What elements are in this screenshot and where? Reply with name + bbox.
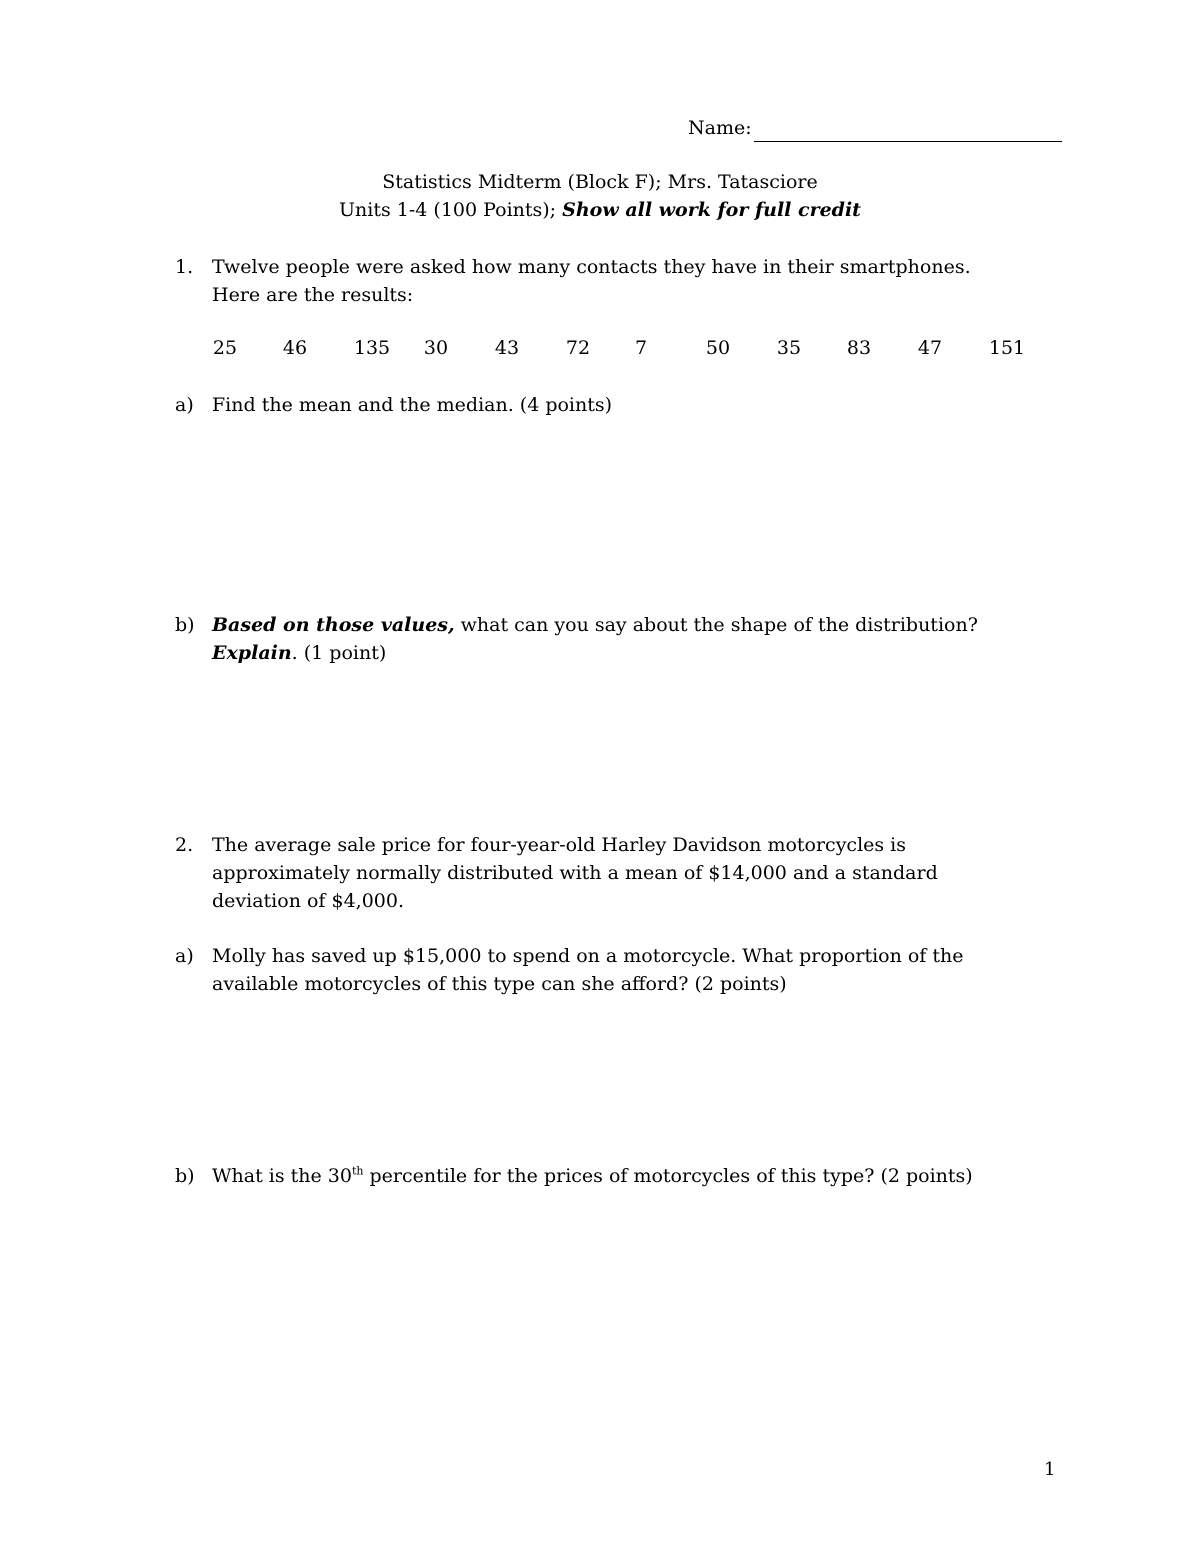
question-1 [0, 253, 1200, 313]
question-2a [0, 942, 1200, 1002]
title-line-2-plain: Units 1-4 (100 Points); [339, 199, 563, 221]
data-value: 35 [776, 337, 802, 359]
question-1a-text: Find the mean and the median. (4 points) [212, 394, 613, 416]
data-value: 72 [565, 337, 591, 359]
data-value: 7 [634, 337, 648, 359]
question-1b-line-2 [212, 639, 386, 667]
question-1-number: 1. [175, 256, 194, 278]
name-label: Name: [688, 117, 752, 139]
question-2b-text-post: percentile for the prices of motorcycles of this type? (2 points) [363, 1165, 973, 1187]
question-1b-line-1 [212, 611, 978, 639]
question-1-line-2: Here are the results: [212, 284, 414, 306]
data-value: 151 [988, 337, 1026, 359]
question-1b-emphasis-1: Based on those values, [212, 614, 455, 636]
data-value: 135 [353, 337, 391, 359]
question-2b-label: b) [175, 1165, 195, 1187]
title-line-1: Statistics Midterm (Block F); Mrs. Tatasciore [382, 171, 818, 193]
exam-title [0, 168, 1200, 224]
data-value: 83 [846, 337, 872, 359]
question-1a [0, 391, 1200, 421]
data-value: 47 [917, 337, 943, 359]
question-2a-line-1: Molly has saved up $15,000 to spend on a motorcycle. What proportion of the [212, 945, 964, 967]
question-2b-superscript: th [351, 1164, 364, 1178]
data-value: 25 [212, 337, 238, 359]
question-2a-line-2: available motorcycles of this type can she afford? (2 points) [212, 973, 787, 995]
data-value: 43 [494, 337, 520, 359]
name-underline[interactable] [754, 121, 1062, 142]
question-1-line-1: Twelve people were asked how many contacts they have in their smartphones. [212, 256, 971, 278]
question-2b-text-pre: What is the 30 [212, 1165, 352, 1187]
question-2-number: 2. [175, 834, 194, 856]
title-line-2-emphasis: Show all work for full credit [562, 199, 861, 221]
question-1b-emphasis-2: Explain [212, 642, 292, 664]
name-field[interactable] [688, 114, 1062, 142]
question-2b-text [212, 1162, 973, 1190]
data-value: 46 [282, 337, 308, 359]
question-1a-label: a) [175, 394, 194, 416]
question-2b [0, 1162, 1200, 1192]
question-1b-text-1: what can you say about the shape of the distribution? [454, 614, 978, 636]
data-value: 50 [705, 337, 731, 359]
question-2 [0, 831, 1200, 921]
data-value: 30 [423, 337, 449, 359]
question-2-line-1: The average sale price for four-year-old Harley Davidson motorcycles is [212, 834, 907, 856]
title-line-2 [0, 196, 1200, 224]
page-number: 1 [1044, 1459, 1056, 1480]
question-1b [0, 611, 1200, 671]
question-1b-label: b) [175, 614, 195, 636]
question-1b-text-2: . (1 point) [291, 642, 387, 664]
question-2-line-3: deviation of $4,000. [212, 890, 405, 912]
question-2a-label: a) [175, 945, 194, 967]
question-2-line-2: approximately normally distributed with a mean of $14,000 and a standard [212, 862, 938, 884]
